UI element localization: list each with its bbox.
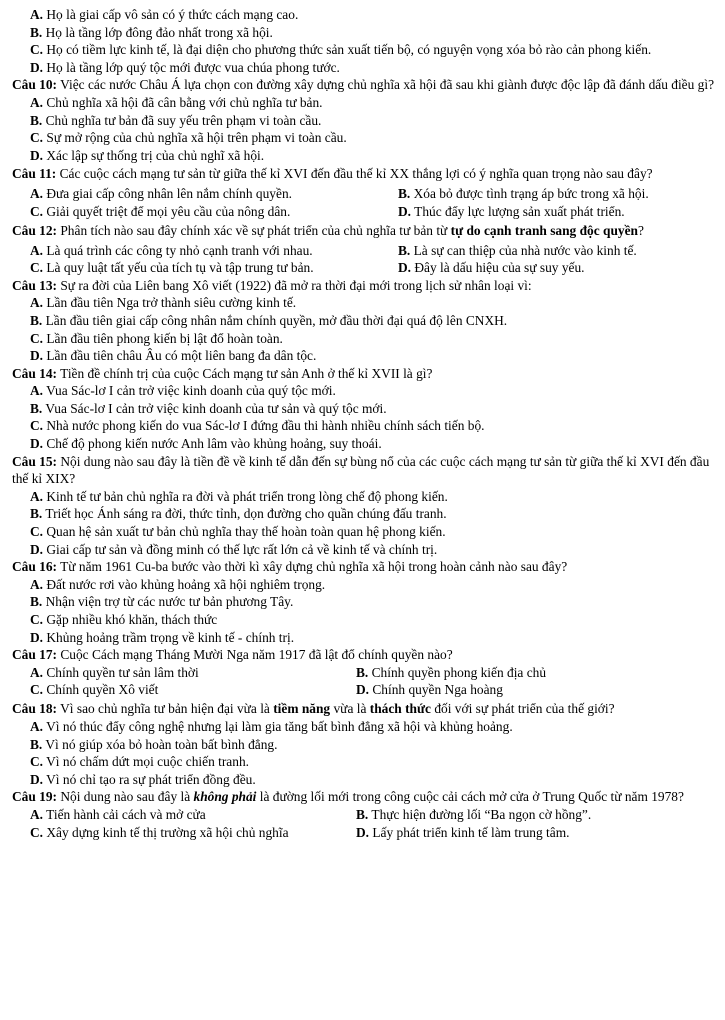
q13-option-c: C. Lần đầu tiên phong kiến bị lật đổ hoàn toàn. — [30, 330, 283, 346]
q9-option-c: C. Họ có tiềm lực kinh tế, là đại diện cho phương thức sản xuất tiến bộ, có nguyện vọng xóa bỏ rào cản phong kiến. — [30, 42, 652, 58]
q11-stem: Câu 11: Các cuộc cách mạng tư sản từ giữa thế kỉ XVI đến đầu thế kỉ XX thắng lợi có ý nghĩa quan trọng nào sau đây? — [12, 166, 653, 182]
q15-option-c: C. Quan hệ sản xuất tư bản chủ nghĩa thay thế hoàn toàn quan hệ phong kiến. — [30, 524, 446, 540]
q19-option-b: B. Thực hiện đường lối “Ba ngọn cờ hồng”. — [356, 806, 592, 822]
q15-stem: Câu 15: Nội dung nào sau đây là tiền đề về kinh tế dẫn đến sự bùng nổ của các cuộc cách mạng tư sản từ giữa thế kỉ XVI đến đầu thế kỉ XIX? — [12, 453, 710, 487]
q14-option-c: C. Nhà nước phong kiến do vua Sác-lơ I đứng đầu thi hành nhiều chính sách tiến bộ. — [30, 418, 485, 434]
q16-option-c: C. Gặp nhiều khó khăn, thách thức — [30, 612, 218, 627]
q11-option-d: D. Thúc đẩy lực lượng sản xuất phát triển. — [398, 203, 625, 219]
q17-option-c: C. Chính quyền Xô viết — [30, 682, 159, 698]
q15-option-d: D. Giai cấp tư sản và đồng minh có thế lực rất lớn cả về kinh tế và chính trị. — [30, 541, 438, 557]
q10-option-c: C. Sự mở rộng của chủ nghĩa xã hội trên phạm vi toàn cầu. — [30, 130, 347, 146]
q13-option-a: A. Lần đầu tiên Nga trở thành siêu cường kinh tế. — [30, 295, 297, 311]
q14-stem: Câu 14: Tiền đề chính trị của cuộc Cách mạng tư sản Anh ở thế kỉ XVII là gì? — [12, 365, 433, 381]
q12-stem: Câu 12: Phân tích nào sau đây chính xác về sự phát triển của chủ nghĩa tư bản từ tự do cạnh tranh sang độc quyền? — [12, 222, 644, 238]
q18-option-b: B. Vì nó giúp xóa bỏ hoàn toàn bất bình đẳng. — [30, 736, 278, 752]
q12-option-b: B. Là sự can thiệp của nhà nước vào kinh tế. — [398, 242, 637, 258]
exam-page — [12, 6, 716, 841]
q14-option-b: B. Vua Sác-lơ I cản trở việc kinh doanh của tư sản và quý tộc mới. — [30, 400, 387, 416]
q19-option-d: D. Lấy phát triển kinh tế làm trung tâm. — [356, 824, 570, 840]
q17-option-b: B. Chính quyền phong kiến địa chủ — [356, 664, 547, 680]
q18-option-d: D. Vì nó chỉ tạo ra sự phát triển đồng đều. — [30, 771, 256, 787]
q14-option-a: A. Vua Sác-lơ I cản trở việc kinh doanh của quý tộc mới. — [30, 383, 336, 399]
q18-option-a: A. Vì nó thúc đẩy công nghệ nhưng lại làm gia tăng bất bình đẳng xã hội và khủng hoảng. — [30, 718, 513, 734]
q17-stem: Câu 17: Cuộc Cách mạng Tháng Mười Nga năm 1917 đã lật đổ chính quyền nào? — [12, 647, 453, 663]
q11-option-a: A. Đưa giai cấp công nhân lên nắm chính quyền. — [30, 186, 292, 202]
q14-option-d: D. Chế độ phong kiến nước Anh lâm vào khủng hoảng, suy thoái. — [30, 436, 382, 452]
q10-option-a: A. Chủ nghĩa xã hội đã cân bằng với chủ nghĩa tư bản. — [30, 94, 323, 110]
q11-option-b: B. Xóa bỏ được tình trạng áp bức trong xã hội. — [398, 186, 649, 202]
q18-option-c: C. Vì nó chấm dứt mọi cuộc chiến tranh. — [30, 754, 249, 770]
q19-stem: Câu 19: Nội dung nào sau đây là không phải là đường lối mới trong công cuộc cải cách mở cửa ở Trung Quốc từ năm 1978? — [12, 789, 684, 805]
q12-option-a: A. Là quá trình các công ty nhỏ cạnh tranh với nhau. — [30, 242, 313, 258]
q9-option-b: B. Họ là tầng lớp đông đảo nhất trong xã hội. — [30, 24, 273, 40]
q12-option-d: D. Đây là dấu hiệu của sự suy yếu. — [398, 260, 585, 276]
q13-option-d: D. Lần đầu tiên châu Âu có một liên bang đa dân tộc. — [30, 348, 317, 364]
q15-option-a: A. Kinh tế tư bản chủ nghĩa ra đời và phát triển trong lòng chế độ phong kiến. — [30, 488, 448, 504]
q19-option-a: A. Tiến hành cải cách và mở cửa — [30, 806, 206, 822]
q12-option-c: C. Là quy luật tất yếu của tích tụ và tập trung tư bản. — [30, 260, 314, 276]
q17-option-d: D. Chính quyền Nga hoàng — [356, 682, 503, 698]
q9-option-a: A. Họ là giai cấp vô sản có ý thức cách mạng cao. — [30, 7, 299, 22]
q10-option-d: D. Xác lập sự thống trị của chủ nghĩ xã hội. — [30, 147, 265, 163]
q9-option-d: D. Họ là tầng lớp quý tộc mới được vua chúa phong tước. — [30, 59, 340, 75]
q16-option-d: D. Khủng hoảng trầm trọng về kinh tế - chính trị. — [30, 629, 295, 645]
q11-option-c: C. Giải quyết triệt để mọi yêu cầu của nông dân. — [30, 203, 291, 219]
q10-option-b: B. Chủ nghĩa tư bản đã suy yếu trên phạm vi toàn cầu. — [30, 112, 322, 128]
q13-option-b: B. Lần đầu tiên giai cấp công nhân nắm chính quyền, mở đầu thời đại quá độ lên CNXH. — [30, 312, 508, 328]
q18-stem: Câu 18: Vì sao chủ nghĩa tư bản hiện đại vừa là tiềm năng vừa là thách thức đối với sự phát triển của thế giới? — [12, 700, 615, 716]
q16-stem: Câu 16: Từ năm 1961 Cu-ba bước vào thời kì xây dựng chủ nghĩa xã hội trong hoàn cảnh nào sau đây? — [12, 559, 568, 575]
q17-option-a: A. Chính quyền tư sản lâm thời — [30, 664, 199, 680]
q16-option-a: A. Đất nước rơi vào khủng hoảng xã hội nghiêm trọng. — [30, 576, 326, 592]
q15-option-b: B. Triết học Ánh sáng ra đời, thức tỉnh, dọn đường cho quần chúng đấu tranh. — [30, 506, 447, 522]
q19-option-c: C. Xây dựng kinh tế thị trường xã hội chủ nghĩa — [30, 824, 289, 840]
q16-option-b: B. Nhận viện trợ từ các nước tư bản phương Tây. — [30, 594, 294, 610]
q13-stem: Câu 13: Sự ra đời của Liên bang Xô viết (1922) đã mở ra thời đại mới trong lịch sử nhân loại vì: — [12, 277, 532, 293]
q10-stem: Câu 10: Việc các nước Châu Á lựa chọn con đường xây dựng chủ nghĩa xã hội đã sau khi giành được độc lập đã đánh dấu điều gì? — [12, 77, 715, 93]
